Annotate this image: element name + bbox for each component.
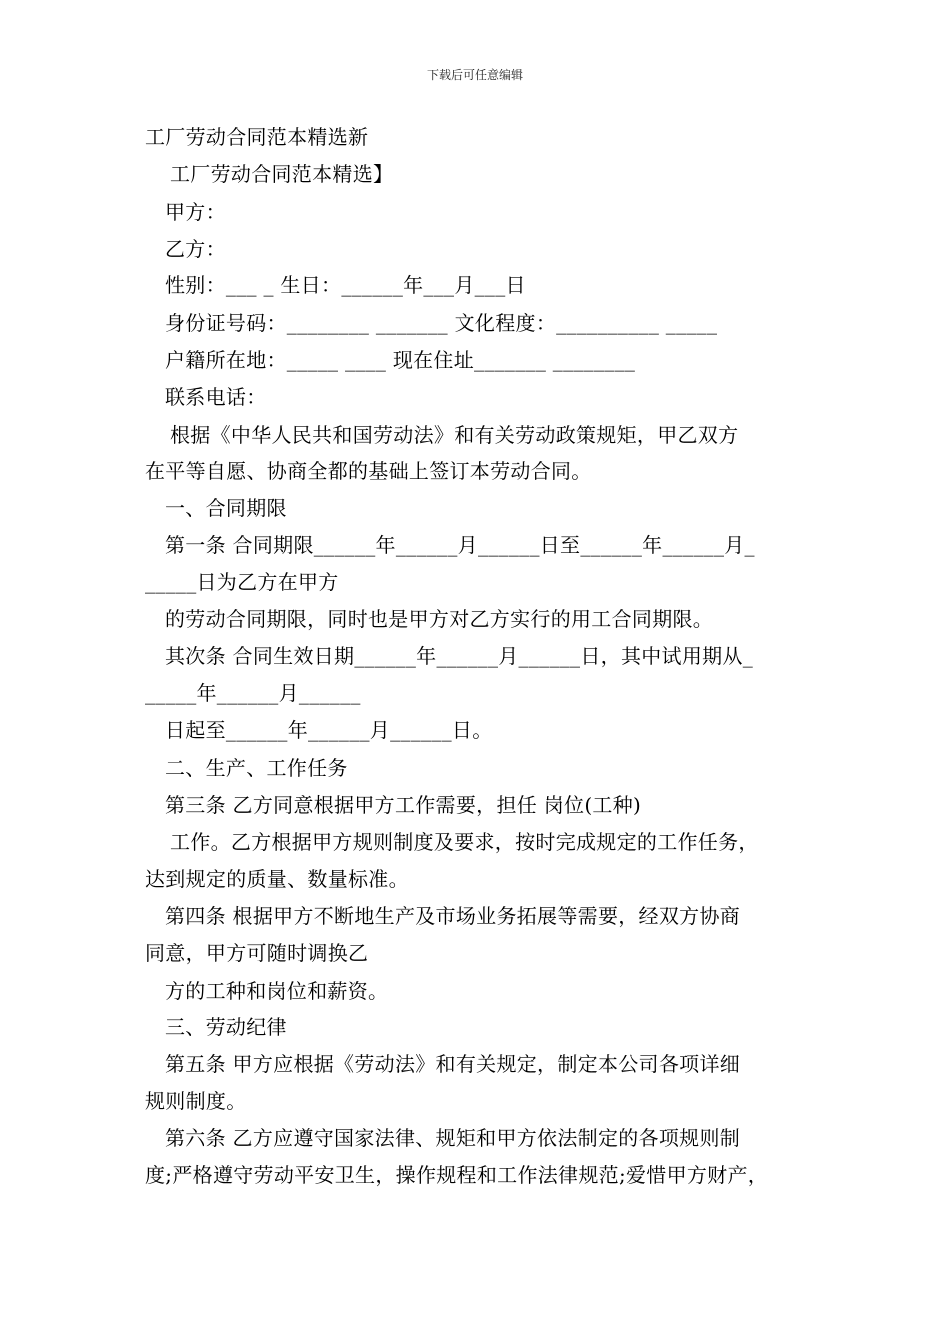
paragraph-line: 在平等自愿、协商全都的基础上签订本劳动合同。 [145,459,592,483]
clause-line: 第三条 乙方同意根据甲方工作需要，担任 岗位(工种) [165,793,642,817]
gender-birthday-line: 性别：___ _ 生日：______年___月___日 [165,273,526,297]
clause-line: 日起至______年______月______日。 [165,718,493,742]
clause-line: 其次条 合同生效日期______年______月______日，其中试用期从_ [165,644,754,668]
residence-line: 户籍所在地：_____ ____ 现在住址_______ ________ [165,348,636,372]
clause-line: 第五条 甲方应根据《劳动法》和有关规定，制定本公司各项详细 [165,1052,741,1076]
clause-line: _____年______月______ [145,681,361,705]
phone-line: 联系电话： [165,385,267,409]
clause-line: _____日为乙方在甲方 [145,570,339,594]
section-heading: 二、生产、工作任务 [165,756,348,780]
clause-line: 工作。乙方根据甲方规则制度及要求，按时完成规定的工作任务， [170,830,759,854]
section-heading: 一、合同期限 [165,496,287,520]
clause-line: 规则制度。 [145,1089,247,1113]
clause-line: 第六条 乙方应遵守国家法律、规矩和甲方依法制定的各项规则制 [165,1126,741,1150]
section-heading: 工厂劳动合同范本精选】 [170,162,394,186]
clause-line: 度;严格遵守劳动平安卫生，操作规程和工作法律规范;爱惜甲方财产， [145,1163,769,1187]
clause-line: 方的工种和岗位和薪资。 [165,979,389,1003]
section-heading: 三、劳动纪律 [165,1015,287,1039]
header-note: 下载后可任意编辑 [426,68,523,82]
clause-line: 同意，甲方可随时调换乙 [145,941,369,965]
clause-line: 的劳动合同期限，同时也是甲方对乙方实行的用工合同期限。 [165,607,714,631]
clause-line: 达到规定的质量、数量标准。 [145,867,409,891]
party-b-line: 乙方： [165,237,226,261]
document-title: 工厂劳动合同范本精选新 [145,125,369,149]
clause-line: 第四条 根据甲方不断地生产及市场业务拓展等需要，经双方协商 [165,904,741,928]
paragraph-line: 根据《中华人民共和国劳动法》和有关劳动政策规矩，甲乙双方 [170,423,739,447]
id-education-line: 身份证号码：________ _______ 文化程度：__________ _____ [165,311,718,335]
clause-line: 第一条 合同期限______年______月______日至______年______月_ [165,533,755,557]
party-a-line: 甲方： [165,200,226,224]
